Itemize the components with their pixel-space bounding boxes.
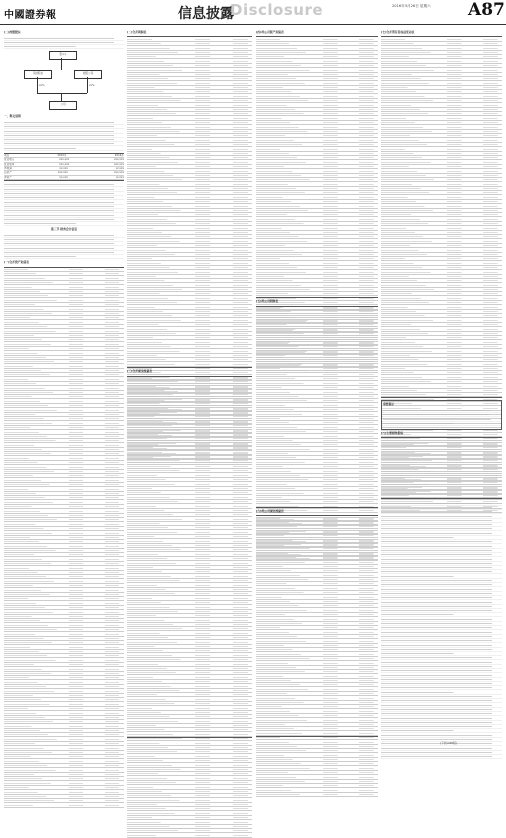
table-row: 总资产 xxx,xxx xxx,xxx xyxy=(4,171,124,175)
balance-sheet-table xyxy=(4,267,124,689)
col4-heading: (七)合并所有者权益变动表 xyxy=(381,30,415,34)
col3-heading-c: (六)母公司现金流量表 xyxy=(256,508,284,513)
diagram-box-top: 张×× xyxy=(49,51,77,60)
col3-heading-b: (五)母公司利润表 xyxy=(256,299,279,304)
notice-box xyxy=(381,400,502,430)
col2-heading: (二)合并利润表 xyxy=(127,30,147,34)
text-block xyxy=(4,183,124,226)
column-4 xyxy=(381,30,502,744)
section-title-en: Disclosure xyxy=(230,1,324,19)
section-c-heading: (一)合并资产负债表 xyxy=(4,260,29,265)
table-row: 项目 2015年 2014年 xyxy=(4,153,124,157)
parent-balance-table xyxy=(256,36,378,298)
pct-left: xx% xyxy=(39,84,45,88)
parent-cashflow-table xyxy=(256,515,378,737)
diagram-box-mid: 控股公司 xyxy=(74,70,102,79)
text-block xyxy=(4,36,124,49)
continued-note: (下转A88版) xyxy=(440,741,458,745)
parent-income-table xyxy=(256,306,378,508)
masthead xyxy=(0,0,506,25)
pct-right: xx% xyxy=(89,84,95,88)
table-row xyxy=(4,803,124,807)
diagram-box-bottom: 公司 xyxy=(49,101,77,110)
text-block xyxy=(381,501,502,759)
summary-table xyxy=(4,153,124,181)
table-row: 营业收入 xxx,xxx xxx,xxx xyxy=(4,158,124,162)
text-block xyxy=(4,234,124,260)
text-block xyxy=(4,121,124,151)
section-b-heading: 第三节 财务会计信息 xyxy=(50,227,78,232)
cashflow-table xyxy=(127,376,252,738)
table-row: 净利润 xx,xxx xx,xxx xyxy=(4,166,124,170)
section-a-heading: 一、释义说明 xyxy=(4,114,21,119)
equity-table xyxy=(381,36,502,398)
diagram-box-left: 其他股东 xyxy=(24,70,52,79)
page-number: A87 xyxy=(468,0,505,20)
ownership-diagram xyxy=(4,51,124,113)
table-row: 净资产 xx,xxx xx,xxx xyxy=(4,175,124,179)
notice-title: 重要提示 xyxy=(383,402,395,407)
col1-heading: (二)控股股东 xyxy=(4,30,21,34)
col2-heading-b: (三)合并现金流量表 xyxy=(127,369,152,374)
table-row xyxy=(256,793,378,797)
section-title-cn: 信息披露 xyxy=(178,6,234,22)
col3-heading: (四)母公司资产负债表 xyxy=(256,30,284,34)
column-2 xyxy=(127,30,252,744)
table-row: 营业成本 xxx,xxx xxx,xxx xyxy=(4,162,124,166)
indicator-table xyxy=(381,437,502,499)
income-table xyxy=(127,36,252,368)
column-3 xyxy=(256,30,378,744)
column-1 xyxy=(4,30,124,744)
dateline: 2016年3月26日 星期六 xyxy=(392,4,431,8)
col4-heading-b: (八)主要财务指标 xyxy=(381,431,404,435)
newspaper-logo: 中國證券報 xyxy=(4,10,57,21)
table-row xyxy=(127,833,252,837)
